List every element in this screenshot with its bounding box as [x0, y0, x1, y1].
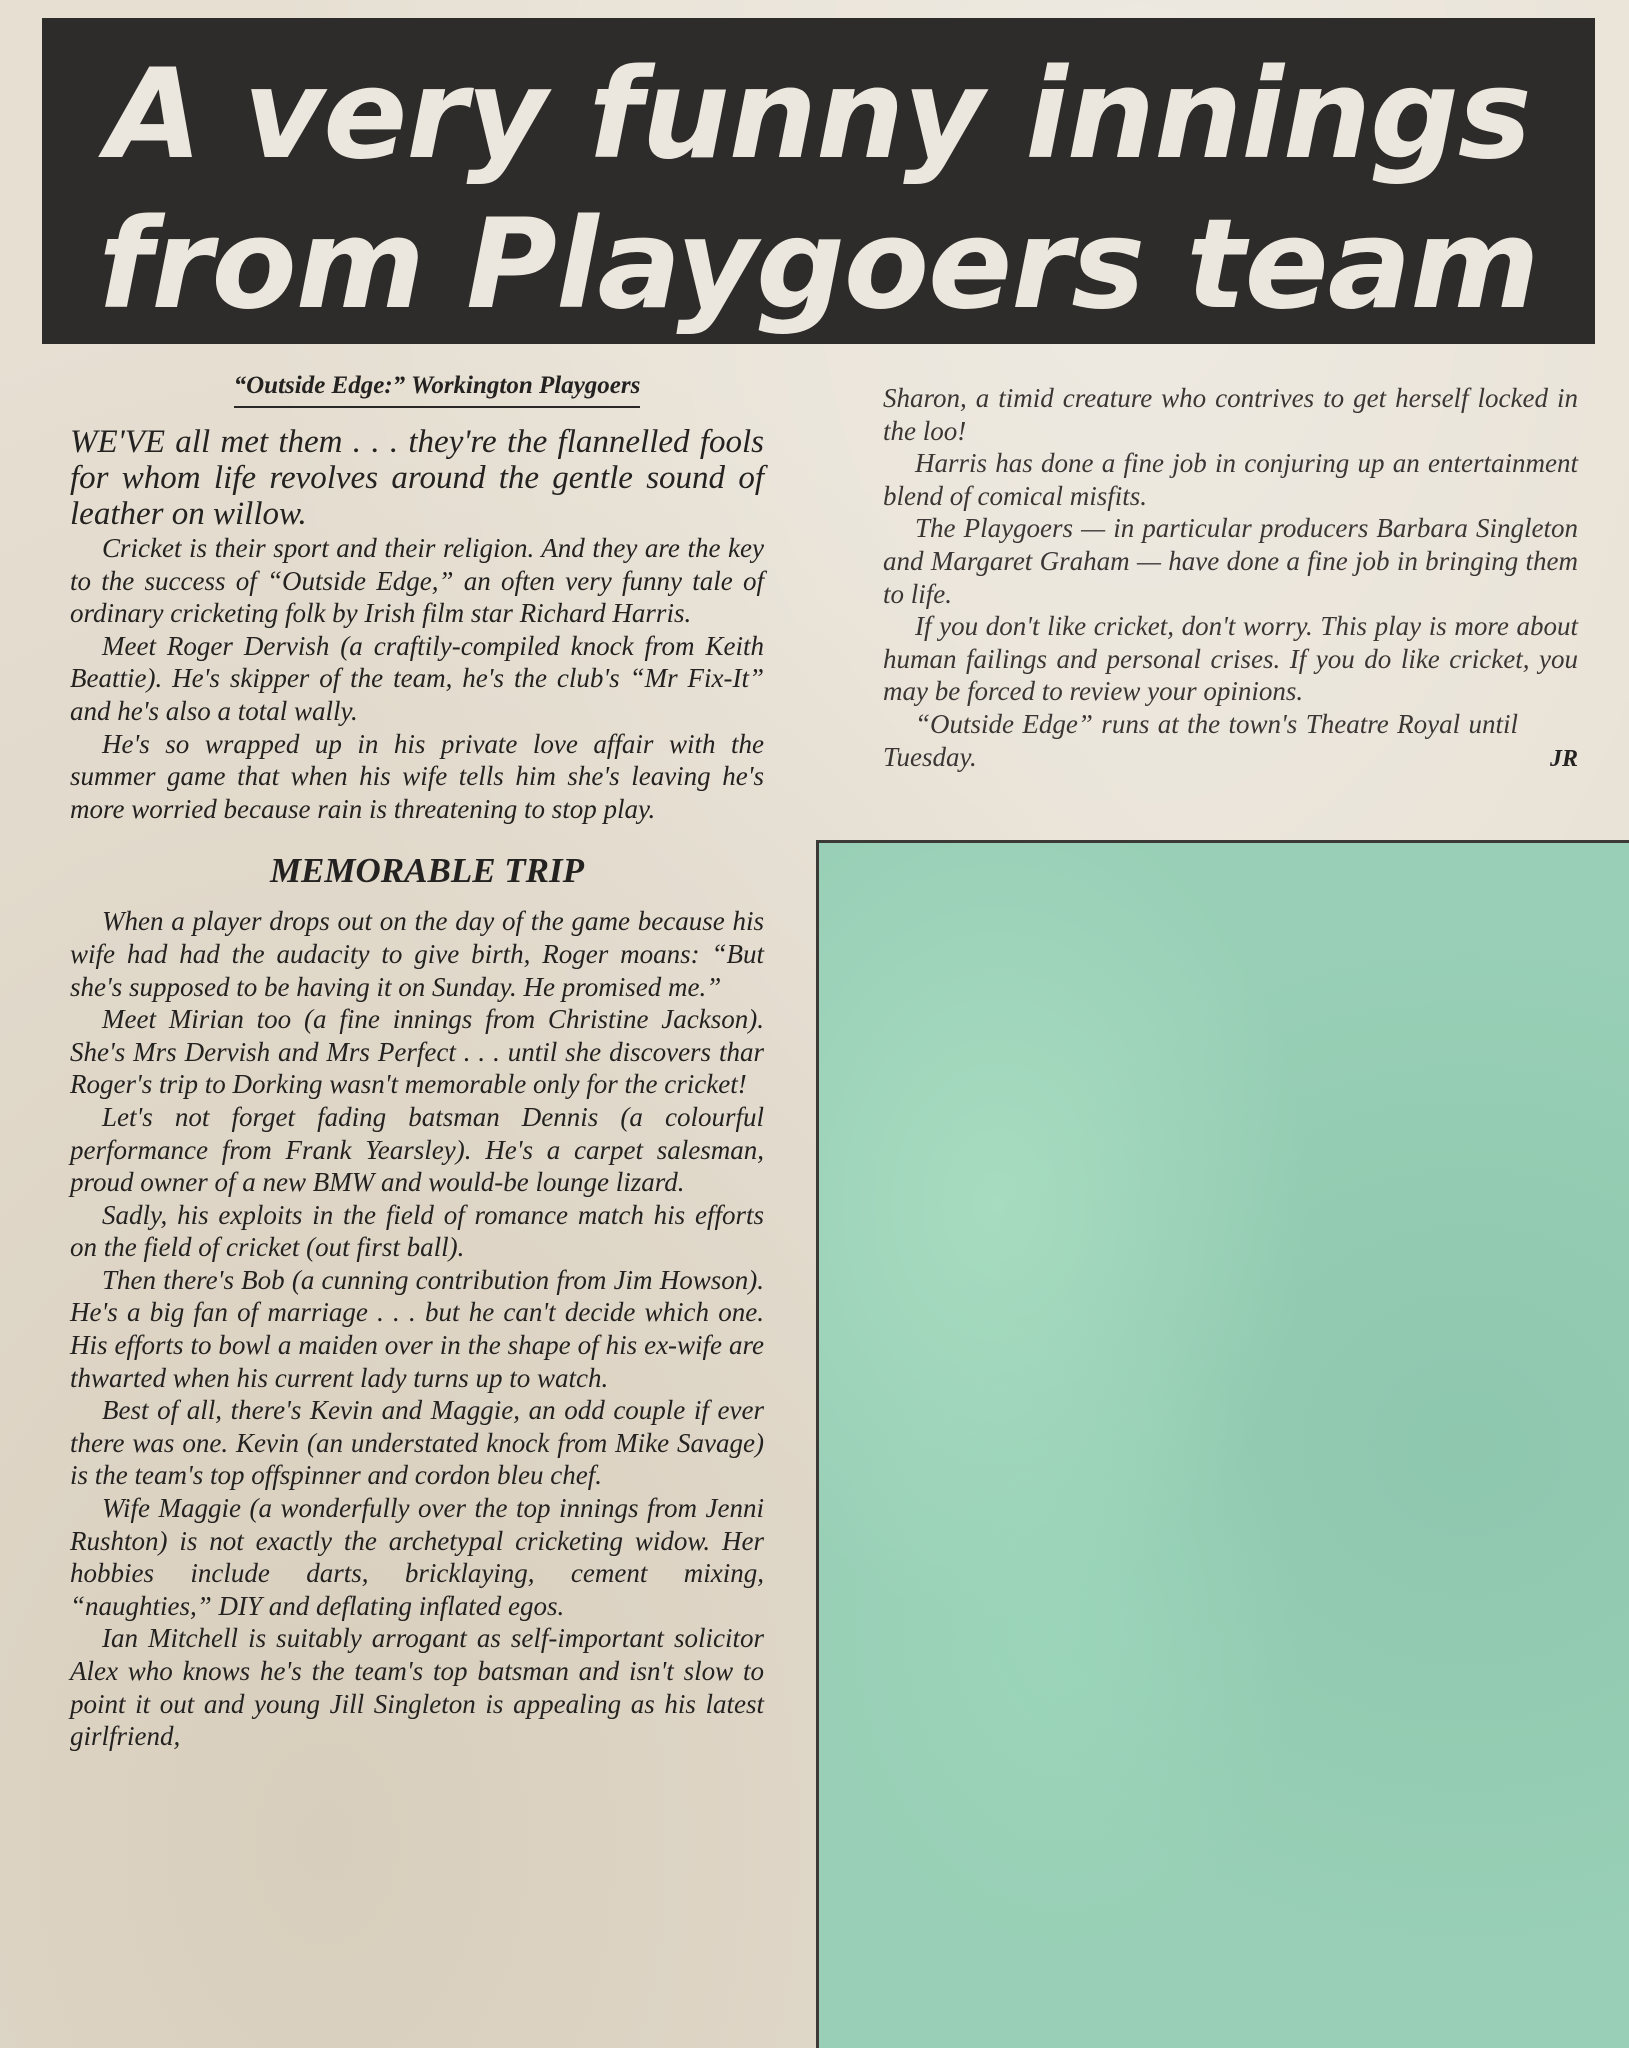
paragraph: Cricket is their sport and their religion. And they are the key to the success of “Outside Edge,” an often very funny tale of ordinary cricketing folk by Irish film star Richard Harris. — [70, 533, 764, 629]
paragraph: Best of all, there's Kevin and Maggie, an odd couple if ever there was one. Kevin (an understated knock from Mike Savage) is the team's top offspinner and cordon bleu chef. — [70, 1395, 764, 1491]
closing-paragraph: “Outside Edge” runs at the town's Theatre Royal until Tuesday. — [883, 708, 1518, 772]
closing-paragraph-wrap — [883, 708, 1578, 773]
paragraph: If you don't like cricket, don't worry. This play is more about human failings and personal crises. If you do like cricket, you may be forced to review your opinions. — [883, 611, 1578, 707]
paragraph: Ian Mitchell is suitably arrogant as self-important solicitor Alex who knows he's the team's top batsman and isn't slow to point it out and young Jill Singleton is appealing as his latest girlfriend, — [70, 1623, 764, 1752]
byline: “Outside Edge:” Workington Playgoers — [234, 372, 641, 408]
paragraph: Let's not forget fading batsman Dennis (a colourful performance from Frank Yearsley). He's a carpet salesman, proud owner of a new BMW and would-be lounge lizard. — [70, 1101, 764, 1198]
paragraph: Harris has done a fine job in conjuring up an entertainment blend of comical misfits. — [883, 448, 1578, 511]
paragraph: Then there's Bob (a cunning contribution from Jim Howson). He's a big fan of marriage . . . but he can't decide which one. His efforts to bowl a maiden over in the shape of his ex-wife are thwarted when his current lady turns up to watch. — [70, 1264, 764, 1393]
headline-line-1: A very funny innings — [106, 43, 1531, 187]
byline-wrap — [70, 372, 764, 408]
paragraph: Wife Maggie (a wonderfully over the top innings from Jenni Rushton) is not exactly the archetypal cricketing widow. Her hobbies include darts, bricklaying, cement mixing, “naughties,” DIY and deflating inflated egos. — [70, 1493, 764, 1621]
author-initials: JR — [1549, 746, 1578, 773]
left-column — [70, 372, 764, 1753]
paragraph: When a player drops out on the day of the game because his wife had had the audacity to give birth, Roger moans: “But she's supposed to be having it on Sunday. He promised me.” — [70, 906, 764, 1002]
lead-paragraph: WE'VE all met them . . . they're the flannelled fools for whom life revolves around the gentle sound of leather on willow. — [70, 424, 764, 532]
paragraph: Sharon, a timid creature who contrives to get herself locked in the loo! — [883, 383, 1578, 446]
paragraph: Sadly, his exploits in the field of romance match his efforts on the field of cricket (out first ball). — [70, 1199, 764, 1263]
paragraph: Meet Mirian too (a fine innings from Christine Jackson). She's Mrs Dervish and Mrs Perfect . . . until she discovers thar Roger's trip to Dorking wasn't memorable only for the cricket! — [70, 1004, 764, 1100]
subheading: MEMORABLE TRIP — [269, 851, 585, 891]
headline-line-2: from Playgoers team — [98, 193, 1539, 337]
paragraph: Meet Roger Dervish (a craftily-compiled knock from Keith Beattie). He's skipper of the team, he's the club's “Mr Fix-It” and he's also a total wally. — [70, 630, 764, 726]
right-column — [883, 382, 1578, 773]
headline-banner — [42, 18, 1595, 344]
paragraph: The Playgoers — in particular producers Barbara Singleton and Margaret Graham — have done a fine job in bringing them to life. — [883, 513, 1578, 609]
paragraph: He's so wrapped up in his private love affair with the summer game that when his wife tells him she's leaving he's more worried because rain is threatening to stop play. — [70, 728, 764, 824]
green-backing-panel — [816, 840, 1629, 2048]
